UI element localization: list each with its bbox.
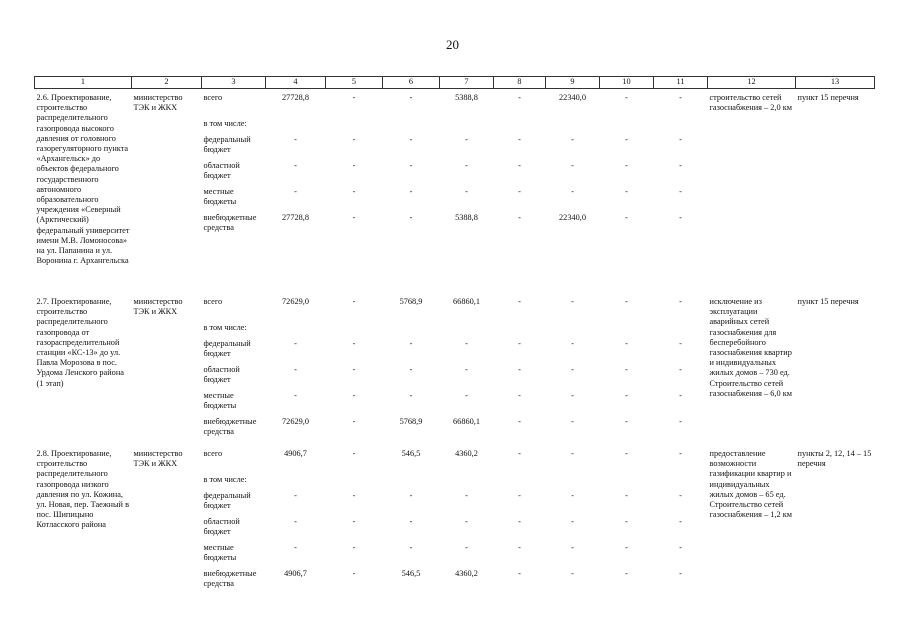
- amount-cell: 22340,0: [559, 93, 586, 102]
- amount-cell: -: [518, 569, 521, 578]
- amount-cell: -: [294, 391, 297, 400]
- amount-cell: [546, 323, 600, 339]
- funding-source: федеральный бюджет: [203, 491, 251, 511]
- amount-cell: -: [625, 213, 628, 222]
- amount-cell: [600, 119, 654, 135]
- header-cell: 3: [202, 77, 266, 89]
- amount-cell: -: [409, 93, 413, 102]
- executor: министерство ТЭК и ЖКХ: [133, 297, 183, 317]
- amount-cell: -: [518, 417, 521, 426]
- measure-name: 2.8. Проектирование, строительство распределительного газопровода низкого давления по ул. Кожина, ул. Новая, пер. Таежный в пос. Шипицыно Котласского района: [36, 449, 129, 530]
- funding-source: местные бюджеты: [203, 543, 237, 563]
- header-cell: 4: [266, 77, 326, 89]
- amount-cell: -: [679, 93, 682, 102]
- amount-cell: 4906,7: [284, 449, 307, 458]
- amount-cell: 546,5: [401, 449, 421, 458]
- amount-cell: [440, 119, 494, 135]
- amount-cell: -: [571, 543, 574, 552]
- executor: министерство ТЭК и ЖКХ: [133, 93, 183, 113]
- header-cell: 2: [132, 77, 202, 89]
- amount-cell: -: [409, 517, 413, 526]
- amount-cell: -: [679, 297, 682, 306]
- amount-cell: -: [571, 161, 574, 170]
- funding-source: внебюджетные средства: [203, 417, 257, 437]
- amount-cell: -: [625, 569, 628, 578]
- amount-cell: -: [679, 491, 682, 500]
- amount-cell: -: [294, 491, 297, 500]
- measure-name: 2.6. Проектирование, строительство распределительного газопровода высокого давления от головного газорегуляторного пункта «Архангельск» до объектов федерального государственного автономного образовательного учреждения «Северный (Арктический) федеральный университет имени М.В. Ломоносова» на ул. Папанина и ул. Воронина г. Архангельска: [36, 93, 130, 266]
- amount-cell: -: [679, 365, 682, 374]
- amount-cell: -: [465, 365, 468, 374]
- amount-cell: -: [465, 161, 468, 170]
- amount-cell: -: [352, 213, 356, 222]
- amount-cell: -: [294, 187, 297, 196]
- funding-source: в том числе:: [203, 475, 247, 484]
- amount-cell: -: [352, 161, 356, 170]
- funding-source: в том числе:: [203, 119, 247, 128]
- amount-cell: 66860,1: [453, 297, 480, 306]
- amount-cell: -: [352, 365, 356, 374]
- funding-source: федеральный бюджет: [203, 339, 251, 359]
- reference: пункты 2, 12, 14 – 15 перечня: [797, 449, 872, 469]
- amount-cell: -: [465, 391, 468, 400]
- amount-cell: -: [409, 161, 413, 170]
- amount-cell: -: [409, 339, 413, 348]
- expected-result: исключение из эксплуатации аварийных сетей газоснабжения для бесперебойного газоснабжения квартир и индивидуальных жилых домов – 730 ед. Строительство сетей газоснабжения – 6,0 км: [709, 297, 793, 398]
- amount-cell: -: [352, 569, 356, 578]
- amount-cell: -: [352, 297, 356, 306]
- amount-cell: -: [294, 543, 297, 552]
- table-row: [35, 445, 875, 475]
- amount-cell: -: [625, 161, 628, 170]
- amount-cell: -: [625, 449, 628, 458]
- amount-cell: [494, 119, 546, 135]
- amount-cell: -: [679, 417, 682, 426]
- reference: пункт 15 перечня: [797, 297, 859, 306]
- header-cell: 5: [326, 77, 383, 89]
- funding-source: внебюджетные средства: [203, 569, 257, 589]
- header-cell: 6: [383, 77, 440, 89]
- amount-cell: [546, 119, 600, 135]
- amount-cell: -: [518, 213, 521, 222]
- amount-cell: [383, 323, 440, 339]
- amount-cell: [326, 323, 383, 339]
- amount-cell: -: [409, 543, 413, 552]
- amount-cell: -: [409, 491, 413, 500]
- funding-source: всего: [203, 297, 223, 306]
- amount-cell: -: [518, 449, 521, 458]
- header-cell: 1: [35, 77, 132, 89]
- amount-cell: [266, 323, 326, 339]
- table-row: [35, 89, 875, 120]
- amount-cell: -: [409, 135, 413, 144]
- amount-cell: -: [518, 517, 521, 526]
- amount-cell: -: [625, 543, 628, 552]
- amount-cell: -: [518, 161, 521, 170]
- header-cell: 10: [600, 77, 654, 89]
- amount-cell: 66860,1: [453, 417, 480, 426]
- funding-source: областной бюджет: [203, 365, 240, 385]
- amount-cell: -: [518, 491, 521, 500]
- amount-cell: [440, 475, 494, 491]
- amount-cell: -: [294, 339, 297, 348]
- amount-cell: -: [571, 517, 574, 526]
- funding-source: федеральный бюджет: [203, 135, 251, 155]
- measure-name: 2.7. Проектирование, строительство распределительного газопровода от газораспределительной станции «КС-13» до ул. Павла Морозова в пос. Урдома Ленского района (1 этап): [36, 297, 124, 388]
- amount-cell: -: [571, 491, 574, 500]
- amount-cell: -: [518, 93, 521, 102]
- expected-result: строительство сетей газоснабжения – 2,0 км: [709, 93, 793, 113]
- amount-cell: -: [294, 517, 297, 526]
- amount-cell: -: [465, 187, 468, 196]
- amount-cell: -: [571, 297, 574, 306]
- header-cell: 12: [708, 77, 796, 89]
- amount-cell: -: [294, 365, 297, 374]
- amount-cell: -: [518, 365, 521, 374]
- amount-cell: -: [409, 391, 413, 400]
- amount-cell: -: [352, 517, 356, 526]
- amount-cell: -: [625, 93, 628, 102]
- header-cell: 11: [654, 77, 708, 89]
- amount-cell: -: [352, 449, 356, 458]
- amount-cell: [440, 323, 494, 339]
- amount-cell: -: [625, 417, 628, 426]
- amount-cell: 5768,9: [399, 417, 423, 426]
- amount-cell: -: [518, 543, 521, 552]
- amount-cell: -: [571, 569, 574, 578]
- amount-cell: -: [352, 491, 356, 500]
- amount-cell: [266, 119, 326, 135]
- amount-cell: -: [571, 135, 574, 144]
- amount-cell: -: [352, 391, 356, 400]
- amount-cell: -: [352, 93, 356, 102]
- reference: пункт 15 перечня: [797, 93, 859, 102]
- amount-cell: -: [518, 187, 521, 196]
- header-cell: 8: [494, 77, 546, 89]
- funding-source: местные бюджеты: [203, 391, 237, 411]
- amount-cell: -: [679, 187, 682, 196]
- amount-cell: -: [679, 543, 682, 552]
- amount-cell: 5768,9: [399, 297, 423, 306]
- amount-cell: -: [465, 339, 468, 348]
- amount-cell: -: [571, 417, 574, 426]
- amount-cell: [383, 475, 440, 491]
- amount-cell: [654, 475, 708, 491]
- amount-cell: -: [294, 135, 297, 144]
- amount-cell: -: [679, 449, 682, 458]
- amount-cell: -: [352, 417, 356, 426]
- amount-cell: 27728,8: [282, 213, 309, 222]
- header-cell: 7: [440, 77, 494, 89]
- amount-cell: [326, 119, 383, 135]
- amount-cell: -: [679, 517, 682, 526]
- funding-source: областной бюджет: [203, 161, 240, 181]
- amount-cell: -: [352, 135, 356, 144]
- amount-cell: -: [625, 339, 628, 348]
- expected-result: предоставление возможности газификации квартир и индивидуальных жилых домов – 65 ед. Строительство сетей газоснабжения – 1,2 км: [709, 449, 793, 520]
- amount-cell: -: [518, 391, 521, 400]
- amount-cell: 4360,2: [455, 449, 478, 458]
- amount-cell: -: [294, 161, 297, 170]
- amount-cell: -: [679, 213, 682, 222]
- page-number: 20: [446, 37, 459, 52]
- amount-cell: -: [465, 517, 468, 526]
- amount-cell: 5388,8: [455, 213, 478, 222]
- amount-cell: 72629,0: [282, 297, 309, 306]
- program-table: [34, 76, 875, 591]
- amount-cell: -: [625, 517, 628, 526]
- funding-source: местные бюджеты: [203, 187, 237, 207]
- amount-cell: 546,5: [401, 569, 421, 578]
- amount-cell: [383, 119, 440, 135]
- amount-cell: -: [571, 339, 574, 348]
- amount-cell: [654, 323, 708, 339]
- amount-cell: -: [625, 491, 628, 500]
- amount-cell: -: [571, 391, 574, 400]
- amount-cell: 22340,0: [559, 213, 586, 222]
- table-row: [35, 293, 875, 323]
- amount-cell: -: [465, 135, 468, 144]
- amount-cell: [326, 475, 383, 491]
- amount-cell: -: [625, 135, 628, 144]
- funding-source: в том числе:: [203, 323, 247, 332]
- header-row: [35, 77, 875, 89]
- amount-cell: -: [679, 569, 682, 578]
- header-cell: 9: [546, 77, 600, 89]
- amount-cell: -: [518, 135, 521, 144]
- amount-cell: -: [409, 365, 413, 374]
- amount-cell: 4906,7: [284, 569, 307, 578]
- table-body: [35, 89, 875, 592]
- amount-cell: -: [625, 391, 628, 400]
- amount-cell: -: [465, 491, 468, 500]
- amount-cell: [266, 475, 326, 491]
- amount-cell: -: [679, 135, 682, 144]
- amount-cell: 27728,8: [282, 93, 309, 102]
- funding-source: всего: [203, 449, 223, 458]
- amount-cell: -: [679, 339, 682, 348]
- amount-cell: [494, 475, 546, 491]
- amount-cell: -: [571, 365, 574, 374]
- amount-cell: 5388,8: [455, 93, 478, 102]
- amount-cell: -: [352, 543, 356, 552]
- amount-cell: -: [518, 297, 521, 306]
- amount-cell: -: [352, 187, 356, 196]
- amount-cell: 4360,2: [455, 569, 478, 578]
- amount-cell: [494, 323, 546, 339]
- amount-cell: [600, 475, 654, 491]
- amount-cell: -: [571, 187, 574, 196]
- amount-cell: -: [625, 297, 628, 306]
- funding-source: внебюджетные средства: [203, 213, 257, 233]
- amount-cell: -: [625, 187, 628, 196]
- amount-cell: -: [409, 187, 413, 196]
- amount-cell: -: [679, 391, 682, 400]
- header-cell: 13: [796, 77, 875, 89]
- amount-cell: -: [465, 543, 468, 552]
- amount-cell: -: [625, 365, 628, 374]
- amount-cell: -: [518, 339, 521, 348]
- amount-cell: -: [409, 213, 413, 222]
- amount-cell: 72629,0: [282, 417, 309, 426]
- amount-cell: [600, 323, 654, 339]
- amount-cell: -: [352, 339, 356, 348]
- executor: министерство ТЭК и ЖКХ: [133, 449, 183, 469]
- amount-cell: [546, 475, 600, 491]
- funding-source: областной бюджет: [203, 517, 240, 537]
- amount-cell: [654, 119, 708, 135]
- amount-cell: -: [571, 449, 574, 458]
- amount-cell: -: [679, 161, 682, 170]
- funding-source: всего: [203, 93, 223, 102]
